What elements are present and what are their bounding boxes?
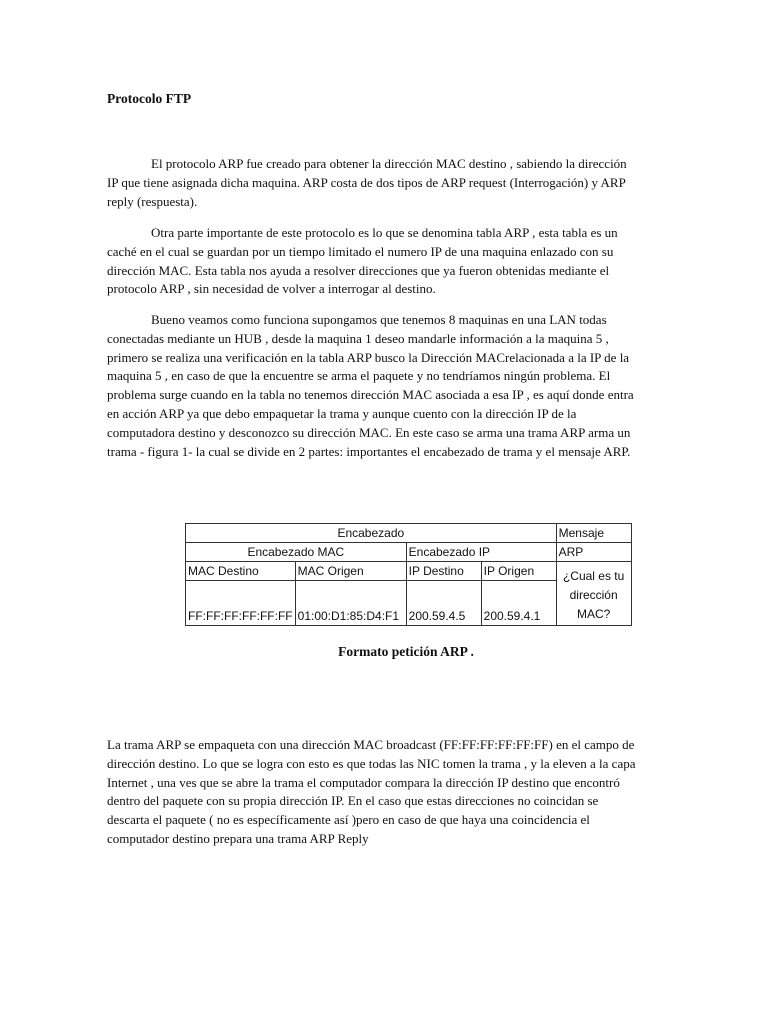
table-row	[186, 562, 632, 581]
question-cell: ¿Cual es tu dirección MAC?	[556, 562, 631, 626]
col-ip-destino-cell: IP Destino	[406, 562, 481, 581]
paragraph-1: El protocolo ARP fue creado para obtener la dirección MAC destino , sabiendo la dirección IP que tiene asignada dicha maquina. ARP costa de dos tipos de ARP request (Interrogación) y ARP reply (respuesta).	[107, 156, 627, 209]
table-row	[186, 524, 632, 543]
table-row	[186, 543, 632, 562]
arp-frame-table	[185, 523, 632, 626]
val-ip-origen-cell: 200.59.4.1	[481, 581, 556, 626]
col-mac-origen-cell: MAC Origen	[295, 562, 406, 581]
val-mac-origen-cell: 01:00:D1:85:D4:F1	[295, 581, 406, 626]
header-encabezado-cell: Encabezado	[186, 524, 557, 543]
paragraph-2: Otra parte importante de este protocolo es lo que se denomina tabla ARP , esta tabla es un caché en el cual se guardan por un tiempo limitado el numero IP de una maquina enlazado con su dirección MAC. Esta tabla nos ayuda a resolver direcciones que ya fueron obtenidas mediante el protocolo ARP , sin necesidad de volver a interrogar al destino.	[107, 225, 618, 297]
col-mac-destino-cell: MAC Destino	[186, 562, 296, 581]
col-ip-origen-cell: IP Origen	[481, 562, 556, 581]
paragraph-3: Bueno veamos como funciona supongamos que tenemos 8 maquinas en una LAN todas conectadas mediante un HUB , desde la maquina 1 deseo mandarle información a la maquina 5 , primero se realiza una verificación en la tabla ARP busco la Dirección MACrelacionada a la IP de la maquina 5 , en caso de que la encuentre se arma el paquete y no tendríamos ningún problema. El problema surge cuando en la tabla no tenemos dirección MAC asociada a esa IP , es aquí donde entra en acción ARP ya que debo empaquetar la trama y aunque cuento con la dirección IP de la computadora destino y desconozco su dirección MAC. En este caso se arma una trama ARP arma un trama - figura 1- la cual se divide en 2 partes: importantes el encabezado de trama y el mensaje ARP.	[107, 312, 634, 459]
sub-ip-cell: Encabezado IP	[406, 543, 556, 562]
paragraph-4: La trama ARP se empaqueta con una dirección MAC broadcast (FF:FF:FF:FF:FF:FF) en el campo de dirección destino. Lo que se logra con esto es que todas las NIC tomen la trama , y la eleven a la capa Internet , una ves que se abre la trama el computador compara la dirección IP destino que encontró dentro del paquete con su propia dirección IP. En el caso que estas direcciones no coincidan se descarta el paquete ( no es específicamente así )pero en caso de que haya una coincidencia el computador destino prepara una trama ARP Reply	[107, 737, 636, 846]
document-title: Protocolo FTP	[107, 91, 192, 106]
sub-mac-cell: Encabezado MAC	[186, 543, 407, 562]
table-caption: Formato petición ARP .	[338, 644, 474, 659]
val-ip-destino-cell: 200.59.4.5	[406, 581, 481, 626]
header-mensaje-cell: Mensaje	[556, 524, 631, 543]
val-mac-destino-cell: FF:FF:FF:FF:FF:FF	[186, 581, 296, 626]
sub-arp-cell: ARP	[556, 543, 631, 562]
